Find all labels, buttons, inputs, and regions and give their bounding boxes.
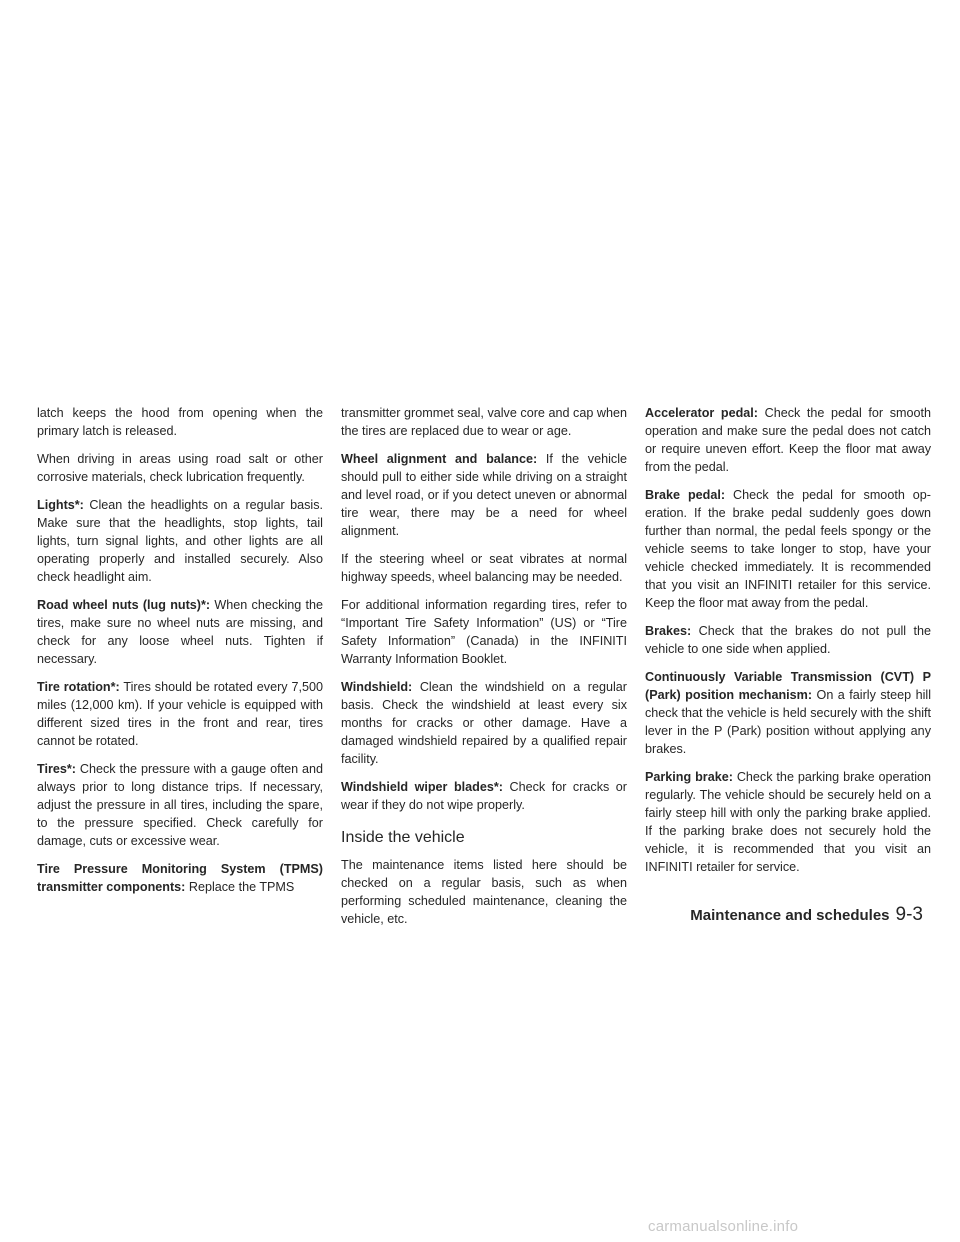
item-wiper-blades: [341, 778, 627, 814]
item-lights: [37, 496, 323, 586]
item-tire-rotation: [37, 678, 323, 750]
item-road-wheel-nuts: [37, 596, 323, 668]
item-text: Clean the windshield on a regular basis. Check the windshield at least every six months for cracks or other damage. Have a damaged windshield repaired by a qualified repair facility.: [341, 680, 627, 766]
item-label: Windshield wiper blades*:: [341, 780, 503, 794]
item-text: When checking the tires, make sure no wheel nuts are missing, and check for any loose wheel nuts. Tighten if necessary.: [37, 598, 324, 666]
item-text: Check that the brakes do not pull the vehicle to one side when applied.: [645, 624, 932, 656]
item-label: Continuously Variable Transmission (CVT) P (Park) position mechanism:: [645, 670, 931, 702]
item-text: Check the pedal for smooth operation. If the brake pedal suddenly goes down further than normal, the pedal feels spongy or the vehicle seems to take longer to stop, have your vehicle checked immediately. It is recommended that you visit an INFINITI retailer for this service. Keep the floor mat away from the pedal.: [645, 488, 931, 610]
paragraph: transmitter grommet seal, valve core and cap when the tires are replaced due to wear or age.: [341, 406, 627, 438]
item-windshield: [341, 678, 627, 768]
item-label: Road wheel nuts (lug nuts)*:: [37, 598, 211, 612]
item-label: Wheel alignment and balance:: [341, 452, 538, 466]
item-label: Tire rotation*:: [37, 680, 120, 694]
paragraph: If the steering wheel or seat vibrates at normal highway speeds, wheel balancing may be needed.: [341, 552, 627, 584]
column-3: [645, 404, 931, 886]
item-text: Clean the headlights on a regular basis. Make sure that the headlights, stop lights, tail lights, turn signal lights, and other lights are all operating properly and installed securely. Also check headlight aim.: [37, 498, 324, 584]
paragraph: When driving in areas using road salt or other corrosive materials, check lubrication frequently.: [37, 452, 323, 484]
item-text: Check the pressure with a gauge often and always prior to long distance trips. If necessary, adjust the pressure in all tires, including the spare, to the pressure specified. Check carefully for damage, cuts or excessive wear.: [37, 762, 324, 848]
item-text: Check the pedal for smooth operation and make sure the pedal does not catch or require uneven effort. Keep the floor mat away from the pedal.: [645, 406, 932, 474]
item-label: Parking brake:: [645, 770, 733, 784]
item-text: Check for cracks or wear if they do not wipe properly.: [341, 780, 627, 812]
paragraph: latch keeps the hood from opening when the primary latch is released.: [37, 406, 323, 438]
item-accelerator-pedal: [645, 404, 931, 476]
item-label: Tire Pressure Monitoring System (TPMS) transmitter components:: [37, 862, 323, 894]
item-tpms: [37, 860, 323, 896]
item-brakes: [645, 622, 931, 658]
item-wheel-alignment: [341, 450, 627, 540]
item-label: Lights*:: [37, 498, 84, 512]
item-label: Tires*:: [37, 762, 76, 776]
item-cvt-park-mechanism: [645, 668, 931, 758]
column-2: [341, 404, 627, 938]
paragraph: For additional information regarding tires, refer to “Important Tire Safety Information” (US) or “Tire Safety Information” (Canada) in the INFINITI Warranty Information Booklet.: [341, 598, 627, 666]
item-parking-brake: [645, 768, 931, 876]
item-tires: [37, 760, 323, 850]
section-heading: Inside the vehicle: [341, 829, 465, 846]
item-label: Brakes:: [645, 624, 692, 638]
item-label: Brake pedal:: [645, 488, 726, 502]
column-1: [37, 404, 323, 906]
paragraph: The maintenance items listed here should be checked on a regular basis, such as when performing scheduled maintenance, cleaning the vehicle, etc.: [341, 858, 627, 926]
item-text: Tires should be rotated every 7,500 miles (12,000 km). If your vehicle is equipped with different sized tires in the front and rear, tires cannot be rotated.: [37, 680, 323, 748]
page-number: 9-3: [895, 904, 923, 925]
page-footer: [690, 904, 923, 926]
item-text: Replace the TPMS: [188, 880, 295, 894]
watermark: carmanualsonline.info: [648, 1218, 799, 1235]
item-text: Check the parking brake operation regularly. The vehicle should be securely held on a fairly steep hill with only the parking brake applied. If the parking brake does not securely hold the vehicle, it is recommended that you visit an INFINITI retailer for service.: [645, 770, 931, 874]
item-label: Windshield:: [341, 680, 413, 694]
item-text: If the vehicle should pull to either side while driving on a straight and level road, or if you detect uneven or abnormal tire wear, there may be a need for wheel alignment.: [341, 452, 628, 538]
item-text: On a fairly steep hill check that the vehicle is held securely with the shift lever in the P (Park) position without applying any brakes.: [645, 688, 931, 756]
item-label: Accelerator pedal:: [645, 406, 758, 420]
item-brake-pedal: [645, 486, 931, 612]
footer-section-title: Maintenance and schedules: [690, 907, 890, 924]
